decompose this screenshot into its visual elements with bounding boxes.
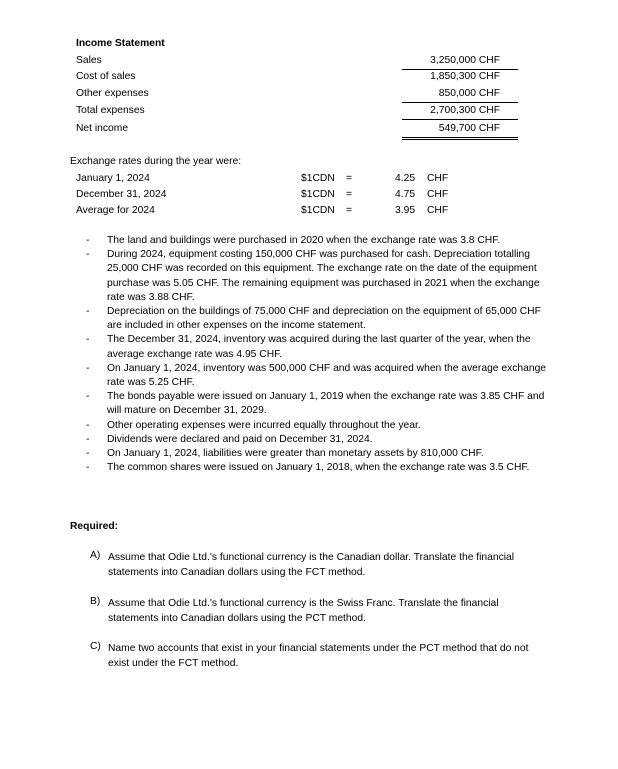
- list-item: [86, 362, 556, 390]
- divider: [402, 102, 518, 103]
- list-item: [86, 333, 556, 361]
- list-item: [86, 433, 556, 447]
- double-underline-top: [402, 137, 518, 138]
- rate-base: $1CDN: [301, 173, 335, 184]
- note-text: The land and buildings were purchased in 2020 when the exchange rate was 3.8 CHF.: [107, 235, 501, 246]
- list-item: [86, 234, 556, 248]
- sales-amount: 3,250,000 CHF: [430, 55, 500, 66]
- rate-value: 4.25: [395, 173, 416, 184]
- list-item: [86, 461, 556, 475]
- rate-equals: =: [346, 189, 353, 200]
- note-text: On January 1, 2024, inventory was 500,000 CHF and was acquired when the average exchange rate was 5.25 CHF.: [107, 362, 547, 389]
- bullet-dash: -: [86, 362, 90, 374]
- note-text: The December 31, 2024, inventory was acquired during the last quarter of the year, when the average exchange rate was 4.95 CHF.: [107, 334, 531, 360]
- required-item-b: [90, 596, 550, 626]
- bullet-dash: -: [86, 419, 90, 431]
- divider: [402, 119, 518, 120]
- note-text: On January 1, 2024, liabilities were greater than monetary assets by 810,000 CHF.: [107, 448, 484, 460]
- note-text: The bonds payable were issued on January 1, 2019 when the exchange rate was 3.85 CHF and will mature on December 31, 2029.: [107, 391, 545, 417]
- item-text: Assume that Odie Ltd.'s functional currency is the Swiss Franc. Translate the financial statements into Canadian dollars using the PCT method.: [108, 598, 499, 624]
- rate-unit: CHF: [427, 173, 449, 184]
- note-text: Depreciation on the buildings of 75,000 CHF and depreciation on the equipment of 65,000 CHF are included in other expenses on the income statement.: [107, 306, 541, 332]
- bullet-dash: -: [86, 433, 90, 445]
- note-text: During 2024, equipment costing 150,000 CHF was purchased for cash. Depreciation totalling 25,000 CHF was recorded on this equipment. The exchange rate on the date of the equipment purchase was 5.05 CHF. The remaining equipment was purchased in 2021 when the exchange rate was 3.88 CHF.: [107, 249, 540, 303]
- cost-of-sales-label: Cost of sales: [76, 71, 136, 82]
- required-heading: Required:: [70, 521, 119, 532]
- item-letter: B): [90, 596, 101, 607]
- list-item: [86, 305, 556, 333]
- exchange-rates-heading: Exchange rates during the year were:: [70, 156, 242, 167]
- divider: [402, 69, 518, 70]
- note-text: The common shares were issued on January 1, 2018, when the exchange rate was 3.5 CHF.: [107, 462, 530, 474]
- rate-value: 3.95: [395, 205, 416, 216]
- note-text: Other operating expenses were incurred equally throughout the year.: [107, 419, 421, 431]
- rate-unit: CHF: [427, 205, 449, 216]
- total-expenses-label: Total expenses: [76, 105, 145, 116]
- rate-base: $1CDN: [301, 189, 335, 200]
- net-income-amount: 549,700 CHF: [438, 123, 500, 134]
- notes-list: [86, 234, 556, 475]
- cost-of-sales-amount: 1,850,300 CHF: [430, 71, 500, 82]
- bullet-dash: -: [86, 306, 90, 318]
- double-underline-bottom: [402, 139, 518, 140]
- sales-label: Sales: [76, 55, 102, 66]
- rate-date: Average for 2024: [76, 205, 155, 216]
- rate-value: 4.75: [395, 189, 416, 200]
- required-item-a: [90, 550, 550, 580]
- rate-base: $1CDN: [301, 205, 335, 216]
- bullet-dash: -: [86, 462, 90, 474]
- list-item: [86, 248, 556, 305]
- item-text: Name two accounts that exist in your financial statements under the PCT method that do not exist under the FCT method.: [108, 643, 529, 669]
- required-item-c: [90, 641, 550, 671]
- other-expenses-amount: 850,000 CHF: [438, 88, 500, 99]
- net-income-label: Net income: [76, 123, 129, 134]
- rate-date: December 31, 2024: [76, 189, 167, 200]
- rate-equals: =: [346, 173, 353, 184]
- income-statement-title: Income Statement: [76, 38, 165, 49]
- total-expenses-amount: 2,700,300 CHF: [430, 105, 500, 116]
- rate-date: January 1, 2024: [76, 173, 150, 184]
- bullet-dash: -: [86, 249, 90, 261]
- bullet-dash: -: [86, 391, 90, 403]
- bullet-dash: -: [86, 448, 90, 460]
- item-text: Assume that Odie Ltd.'s functional currency is the Canadian dollar. Translate the financial statements into Canadian dollars using the FCT method.: [108, 552, 515, 578]
- list-item: [86, 419, 556, 433]
- list-item: [86, 390, 556, 418]
- item-letter: C): [90, 641, 101, 652]
- note-text: Dividends were declared and paid on December 31, 2024.: [107, 433, 373, 445]
- rate-unit: CHF: [427, 189, 449, 200]
- bullet-dash: -: [86, 334, 90, 346]
- other-expenses-label: Other expenses: [76, 88, 149, 99]
- item-letter: A): [90, 550, 101, 561]
- rate-equals: =: [346, 205, 353, 216]
- list-item: [86, 447, 556, 461]
- bullet-dash: -: [86, 235, 90, 246]
